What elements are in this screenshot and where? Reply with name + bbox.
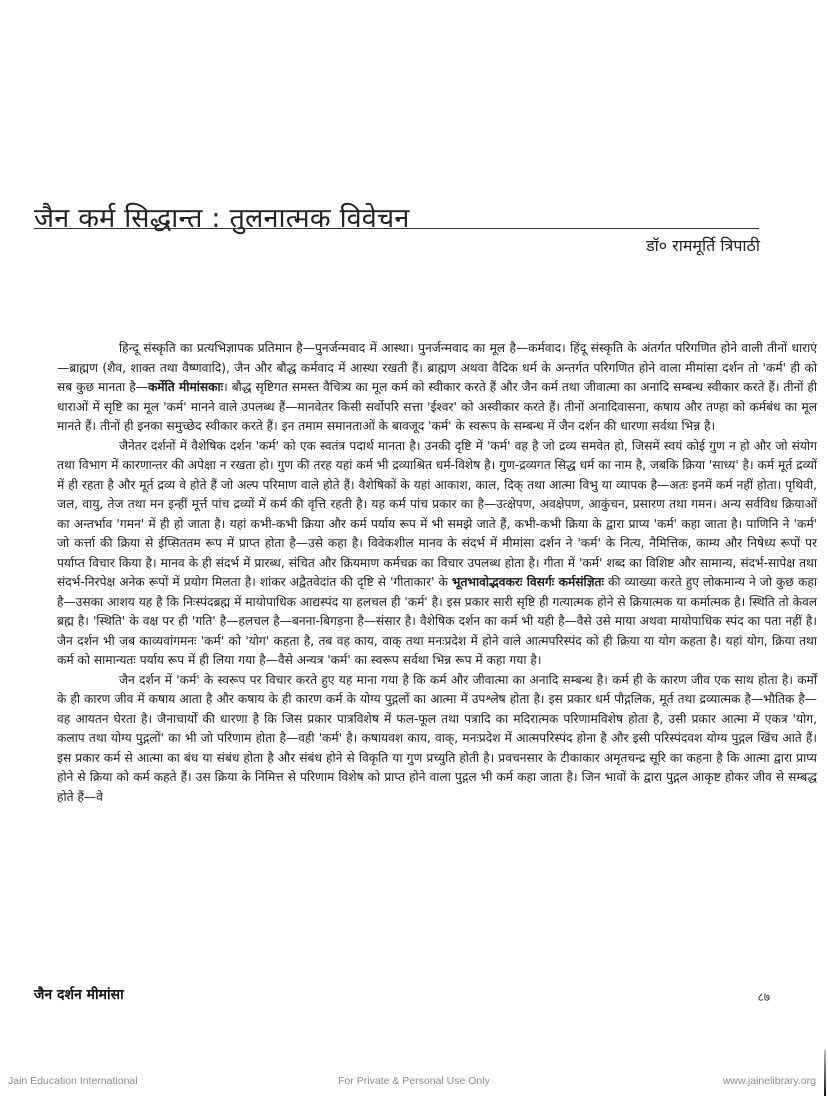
paragraph-text: जैन दर्शन में 'कर्म' के स्वरूप पर विचार करते हुए यह माना गया है कि कर्म और जीवात्मा का अनादि सम्बन्ध है। कर्म ही के कारण जीव एक साथ होता है। कर्मों के ही कारण जीव में कषाय आता है और कषाय के ही कारण कर्म के योग्य पुद्गलों का आत्मा में उपश्लेष होता है। इस प्रकार धर्म पौद्गलिक, मूर्त तथा द्रव्यात्मक है—भौतिक है—वह आयतन घेरता है। जैनाचार्यों की धारणा है कि जिस प्रकार पात्रविशेष में फल-फूल तथा पत्रादि का मदिरात्मक परिणामविशेष होता है, उसी प्रकार आत्मा में एकत्र 'योग, कलाप तथा योग्य पुद्गलों' का भी जो परिणाम होता है—वही 'कर्म' है। कषायवश काय, वाक्, मनःप्रदेश में आत्मपरिस्पंद होना है और इसी परिस्पंदवश योग्य पुद्गल खिंच आते हैं। इस प्रकार कर्म से आत्मा का बंध या संबंध होता है और संबंध होने से विकृति या गुण प्रच्युति होती है। प्रवचनसार के टीकाकार अमृतचन्द्र सूरि का कहना है कि आत्मा द्वारा प्राप्य होने से क्रिया को कर्म कहते हैं। उस क्रिया के निमित्त से परिणाम विशेष को प्राप्त होने वाला पुद्गल भी कर्म कहा जाता है। जिन भावों के द्वारा पुद्गल आकृष्ट होकर जीव से सम्बद्ध होते हैं—वे <box>57 672 817 804</box>
quoted-sanskrit: कर्मेति मीमांसकाः <box>147 380 224 394</box>
credit-publisher: Jain Education International <box>8 1075 138 1087</box>
publication-name: जैन दर्शन मीमांसा <box>34 987 124 1003</box>
paragraph-1 <box>57 339 817 437</box>
article-title: जैन कर्म सिद्धान्त : तुलनात्मक विवेचन <box>34 203 410 235</box>
credit-website-link[interactable]: www.jainelibrary.org <box>722 1075 816 1087</box>
paragraph-text: । बौद्ध सृष्टिगत समस्त वैचित्र्य का मूल कर्म को स्वीकार करते हैं और जैन कर्म तथा जीवात्मा का अनादि सम्बन्ध स्वीकार करते हैं। तीनों ही धाराओं में सृष्टि का मूल 'कर्म' मानने वाले उपलब्ध हैं—मानवेतर किसी सर्वोपरि सत्ता 'ईश्वर' को अस्वीकार करते हैं। तीनों अनादिवासना, कषाय और तण्हा को कर्मबंध का मूल मानते हैं। तीनों ही इनका समुच्छेद स्वीकार करते हैं। इन तमाम समानताओं के बावजूद 'कर्म' के स्वरूप के सम्बन्ध में जैन दर्शन की धारणा सर्वथा भिन्न है। <box>57 380 817 433</box>
title-divider <box>34 228 759 229</box>
paragraph-text: जैनेतर दर्शनों में वैशेषिक दर्शन 'कर्म' को एक स्वतंत्र पदार्थ मानता है। उनकी दृष्टि में 'कर्म' वह है जो द्रव्य समवेत हो, जिसमें स्वयं कोई गुण न हो और जो संयोग तथा विभाग में कारणान्तर की अपेक्षा न रखता हो। गुण की तरह यहां कर्म भी द्रव्याश्रित धर्म-विशेष है। गुण-द्रव्यगत सिद्ध धर्म का नाम है, जबकि क्रिया 'साध्य' है। कर्म मूर्त द्रव्यों में ही रहता है और मूर्त द्रव्य वे होते हैं जो अल्प परिमाण वाले होते हैं। वैशेषिकों के यहां आकाश, काल, दिक् तथा आत्मा विभु या व्यापक है—अतः इनमें कर्म नहीं होता। पृथिवी, जल, वायु, तेज तथा मन इन्हीं मूर्त्त पांच द्रव्यों में कर्म की वृत्ति रहती है। यह कर्म पांच प्रकार का है—उत्क्षेपण, अवक्षेपण, आकुंचन, प्रसारण तथा गमन। अन्य सर्वविध क्रियाओं का अन्तर्भाव 'गमन' में ही हो जाता है। यहां कभी-कभी क्रिया और कर्म पर्याय रूप में भी समझे जाते हैं, कभी-कभी क्रिया के द्वारा प्राप्य 'कर्म' कहा जाता है। पाणिनि ने 'कर्म' जो कर्त्ता की क्रिया से ईप्सिततम रूप में प्राप्त होता है—उसे कहा है। विवेकशील मानव के संदर्भ में मीमांसा दर्शन ने 'कर्म' के नित्य, नैमित्तिक, काम्य और निषेध्य रूपों पर पर्याप्त विचार किया है। मानव के ही संदर्भ में प्रारब्ध, संचित और क्रियमाण कर्मचक्र का विचार उपलब्ध होता है। गीता में 'कर्म' शब्द का विशिष्ट और सामान्य, संदर्भ-सापेक्ष तथा संदर्भ-निरपेक्ष अनेक रूपों में प्रयोग मिलता है। शांकर अद्वैतवेदांत की दृष्टि से 'गीताकार' के <box>57 438 818 589</box>
paragraph-2 <box>57 437 817 671</box>
paragraph-text: की व्याख्या करते हुए लोकमान्य ने जो कुछ कहा है—उसका आशय यह है कि निःस्पंदब्रह्म में मायोपाधिक आद्यस्पंद या हलचल ही 'कर्म' है। इस प्रकार सारी सृष्टि ही गत्यात्मक होने से क्रियात्मक या कर्मात्मक है। स्थिति तो केवल ब्रह्म है। 'स्थिति' के वक्ष पर ही 'गति' है—हलचल है—बनना-बिगड़ना है—संसार है। वैशेषिक दर्शन का कर्म भी यही है—वैसे उसे माया अथवा मायोपाधिक स्पंद का पता नहीं है। जैन दर्शन भी जब काव्यवांगमनः 'कर्म' को 'योग' कहता है, तब वह काय, वाक् तथा मनःप्रदेश में होने वाले आत्मपरिस्पंद को ही क्रिया या योग कहता है। यहां योग, क्रिया तथा कर्म को सामान्यतः पर्याय रूप में ही लिया गया है—वैसे अन्यत्र 'कर्म' का स्वरूप सर्वथा भिन्न रूप में कहा गया है। <box>57 575 817 667</box>
article-body <box>57 339 817 807</box>
credit-usage-note: For Private & Personal Use Only <box>338 1075 490 1087</box>
quoted-sanskrit: भूतभावोद्भवकरः विसर्गः कर्मसंज्ञितः <box>451 575 604 589</box>
paragraph-3 <box>57 671 817 808</box>
paragraph-text: हिन्दू संस्कृति का प्रत्यभिज्ञापक प्रतिमान है—पुनर्जन्मवाद में आस्था। पुनर्जन्मवाद का मूल है—कर्मवाद। हिंदू संस्कृति के अंतर्गत परिगणित होने वाली तीनों धाराएं—ब्राह्मण (शैव, शाक्त तथा वैष्णवादि), जैन और बौद्ध कर्मवाद में आस्था रखती हैं। ब्राह्मण अथवा वैदिक धर्म के अन्तर्गत परिगणित होने वाला मीमांसा दर्शन तो 'कर्म' ही को सब कुछ मानता है— <box>57 341 817 394</box>
scan-edge-mark <box>824 1050 826 1096</box>
page-number: ८७ <box>757 990 770 1004</box>
article-author: डॉ० राममूर्ति त्रिपाठी <box>646 236 760 255</box>
